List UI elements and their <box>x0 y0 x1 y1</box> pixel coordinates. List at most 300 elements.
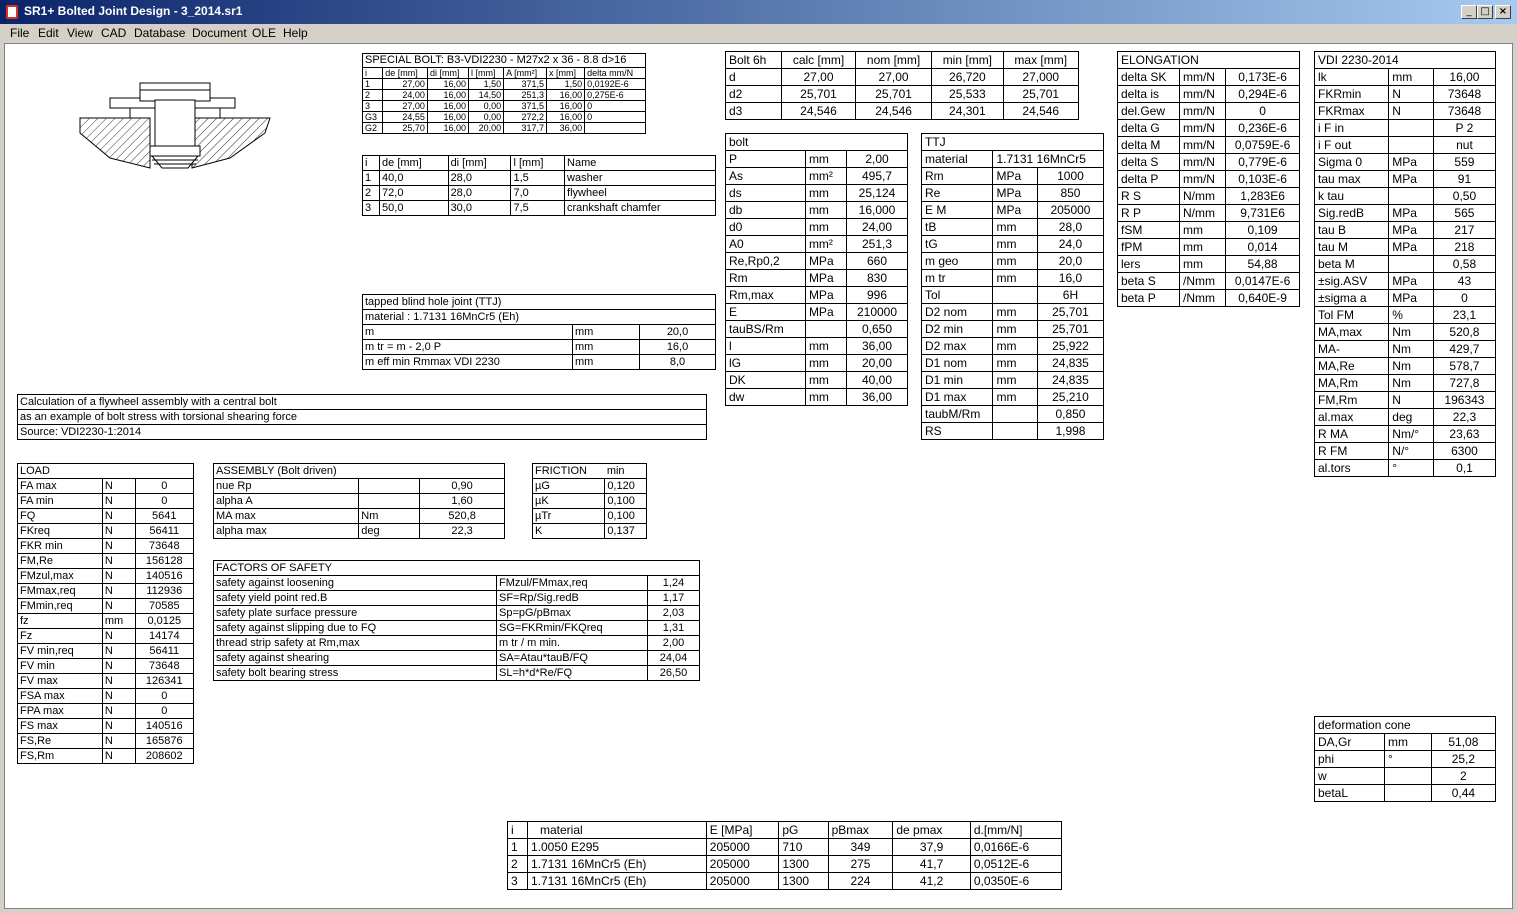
menu-help[interactable]: Help <box>283 26 308 40</box>
cell: 16,00 <box>427 79 468 90</box>
table-row <box>922 202 1104 219</box>
cell: mm <box>993 355 1037 372</box>
friction-sub: min <box>605 464 647 479</box>
cell: MPa <box>1389 222 1434 239</box>
cell: 0,137 <box>605 524 647 539</box>
cell: 205000 <box>706 873 779 890</box>
cell: mm <box>573 325 640 340</box>
col-header: pBmax <box>828 822 893 839</box>
cell: 1,50 <box>547 79 585 90</box>
col-header: d.[mm/N] <box>970 822 1061 839</box>
cell: FMzul/FMmax,req <box>497 576 648 591</box>
cell: MPa <box>1389 239 1434 256</box>
cell: 0,109 <box>1226 222 1300 239</box>
cell: safety against shearing <box>214 651 497 666</box>
description-line: Source: VDI2230-1:2014 <box>18 425 707 440</box>
table-row <box>18 554 194 569</box>
cell: D1 nom <box>922 355 993 372</box>
cell: 275 <box>828 856 893 873</box>
table-row <box>363 201 716 216</box>
cell: FPA max <box>18 704 103 719</box>
col-header: de [mm] <box>383 68 428 79</box>
cell: tB <box>922 219 993 236</box>
cell: 25,701 <box>782 86 856 103</box>
cell: 73648 <box>135 659 193 674</box>
table-row <box>922 389 1104 406</box>
menu-document[interactable]: Document <box>192 26 247 40</box>
description-line: as an example of bolt stress with torsional shearing force <box>18 410 707 425</box>
cell: 72,0 <box>380 186 449 201</box>
cell: fz <box>18 614 103 629</box>
cell <box>1384 785 1431 802</box>
table-title: LOAD <box>18 464 194 479</box>
table-row <box>214 636 700 651</box>
cell: 25,533 <box>932 86 1003 103</box>
cell: 7,0 <box>511 186 565 201</box>
cell: 0,236E-6 <box>1226 120 1300 137</box>
col-header: E [MPa] <box>706 822 779 839</box>
cell: material <box>922 151 993 168</box>
cell: N <box>102 509 135 524</box>
cell: FQ <box>18 509 103 524</box>
cell: 1,31 <box>648 621 700 636</box>
table-row <box>726 270 908 287</box>
cell: mm <box>805 389 846 406</box>
cell: 126341 <box>135 674 193 689</box>
cell: 27,00 <box>383 101 428 112</box>
cell: 850 <box>1037 185 1103 202</box>
cell: Nm <box>359 509 420 524</box>
cell: FSA max <box>18 689 103 704</box>
cell: 272,2 <box>504 112 547 123</box>
cell: 14174 <box>135 629 193 644</box>
cell: DA,Gr <box>1315 734 1385 751</box>
table-row <box>922 338 1104 355</box>
cell: FM,Re <box>18 554 103 569</box>
cell: MA,Rm <box>1315 375 1389 392</box>
cell: 217 <box>1433 222 1495 239</box>
cell: i F in <box>1315 120 1389 137</box>
menu-bar <box>0 24 1517 43</box>
cell: 0,640E-9 <box>1226 290 1300 307</box>
elongation-table <box>1117 51 1300 307</box>
cell: 140516 <box>135 719 193 734</box>
cell: 5641 <box>135 509 193 524</box>
cell: N <box>102 539 135 554</box>
cell: 2 <box>363 186 380 201</box>
cell: MA,max <box>1315 324 1389 341</box>
cell: 1,24 <box>648 576 700 591</box>
cell: 0,58 <box>1433 256 1495 273</box>
cell: fPM <box>1118 239 1180 256</box>
table-row <box>533 479 647 494</box>
friction-title: FRICTION <box>533 464 605 479</box>
cell: MPa <box>1389 171 1434 188</box>
cell: 0,100 <box>605 494 647 509</box>
table-row <box>508 873 1062 890</box>
maximize-button[interactable]: □ <box>1477 5 1493 19</box>
load-table <box>17 463 194 764</box>
cell: dw <box>726 389 806 406</box>
table-row <box>214 651 700 666</box>
cell: 26,720 <box>932 69 1003 86</box>
menu-file[interactable]: File <box>10 26 30 40</box>
cell: 371,5 <box>504 79 547 90</box>
cell <box>993 423 1037 440</box>
cell: 25,701 <box>855 86 931 103</box>
cell: beta P <box>1118 290 1180 307</box>
table-row <box>533 494 647 509</box>
cell: FV min <box>18 659 103 674</box>
cell: 54,88 <box>1226 256 1300 273</box>
table-row <box>1118 86 1300 103</box>
table-row <box>922 219 1104 236</box>
table-row <box>726 103 1079 120</box>
cell: 0,103E-6 <box>1226 171 1300 188</box>
table-row <box>18 569 194 584</box>
cell: 24,04 <box>648 651 700 666</box>
cell: E <box>726 304 806 321</box>
table-row <box>1118 137 1300 154</box>
menu-ole[interactable]: OLE <box>252 26 277 40</box>
cell: 0,100 <box>605 509 647 524</box>
cell: 40,0 <box>380 171 449 186</box>
table-row <box>18 749 194 764</box>
cell: 27,00 <box>782 69 856 86</box>
cell: 24,55 <box>383 112 428 123</box>
cell: beta S <box>1118 273 1180 290</box>
cell: safety yield point red.B <box>214 591 497 606</box>
cell: MPa <box>805 253 846 270</box>
table-row <box>726 321 908 338</box>
cell: 165876 <box>135 734 193 749</box>
col-header: i <box>508 822 528 839</box>
cell: mm <box>805 355 846 372</box>
table-row <box>533 509 647 524</box>
cell: 210000 <box>847 304 908 321</box>
assembly-table <box>213 463 505 539</box>
cell: mm² <box>805 168 846 185</box>
cell: 710 <box>779 839 828 856</box>
cell: ° <box>1389 460 1434 477</box>
table-row <box>1118 273 1300 290</box>
cell: mm² <box>805 236 846 253</box>
cell: /Nmm <box>1179 290 1225 307</box>
cell: 24,835 <box>1037 372 1103 389</box>
cell <box>805 321 846 338</box>
cell: 1,60 <box>420 494 505 509</box>
table-row <box>214 576 700 591</box>
cell: N <box>102 689 135 704</box>
cell: 1,5 <box>511 171 565 186</box>
cell: 349 <box>828 839 893 856</box>
cell: A0 <box>726 236 806 253</box>
description-line: Calculation of a flywheel assembly with a central bolt <box>18 395 707 410</box>
cell: MA max <box>214 509 359 524</box>
cell: N/mm <box>1179 188 1225 205</box>
cell: washer <box>565 171 716 186</box>
table-row <box>1315 785 1496 802</box>
cell: 73648 <box>135 539 193 554</box>
cell: D2 nom <box>922 304 993 321</box>
table-row <box>18 719 194 734</box>
cell: 16,00 <box>427 123 468 134</box>
cell: N <box>102 719 135 734</box>
cell: deg <box>1389 409 1434 426</box>
cell: mm <box>1389 69 1434 86</box>
col-header: l [mm] <box>511 156 565 171</box>
col-header: max [mm] <box>1003 52 1079 69</box>
cell: N <box>1389 103 1434 120</box>
cell: mm <box>993 389 1037 406</box>
cell: MPa <box>993 168 1037 185</box>
cell: As <box>726 168 806 185</box>
cell: 24,546 <box>1003 103 1079 120</box>
cell: lers <box>1118 256 1180 273</box>
table-row <box>1315 239 1496 256</box>
cell: FM,Rm <box>1315 392 1389 409</box>
cell: 25,210 <box>1037 389 1103 406</box>
cell: del.Gew <box>1118 103 1180 120</box>
table-row <box>726 202 908 219</box>
cell: 0,0147E-6 <box>1226 273 1300 290</box>
menu-edit[interactable]: Edit <box>38 26 59 40</box>
cell: mm <box>993 270 1037 287</box>
cell: MPa <box>993 202 1037 219</box>
cell: Fz <box>18 629 103 644</box>
special-bolt-table <box>362 53 646 134</box>
cell: Nm <box>1389 341 1434 358</box>
cell: R S <box>1118 188 1180 205</box>
cell: tau M <box>1315 239 1389 256</box>
cell: 156128 <box>135 554 193 569</box>
cell: 36,00 <box>847 389 908 406</box>
cell: tauBS/Rm <box>726 321 806 338</box>
cell: R FM <box>1315 443 1389 460</box>
table-row <box>214 621 700 636</box>
table-row <box>922 236 1104 253</box>
cell <box>585 123 646 134</box>
cell: Nm <box>1389 324 1434 341</box>
cell: FKR min <box>18 539 103 554</box>
cell: mm <box>573 340 640 355</box>
table-row <box>726 151 908 168</box>
cell: 16,00 <box>1433 69 1495 86</box>
table-row <box>1315 103 1496 120</box>
table-row <box>1315 273 1496 290</box>
table-row <box>363 340 716 355</box>
cell: lG <box>726 355 806 372</box>
cell: 70585 <box>135 599 193 614</box>
cell: 0 <box>1433 290 1495 307</box>
cell: 1 <box>508 839 528 856</box>
cell: FMmax,req <box>18 584 103 599</box>
menu-database[interactable]: Database <box>134 26 186 40</box>
cell: 20,00 <box>847 355 908 372</box>
cell <box>1389 188 1434 205</box>
cell: mm <box>993 372 1037 389</box>
table-title: ASSEMBLY (Bolt driven) <box>214 464 505 479</box>
cell: 7,5 <box>511 201 565 216</box>
cell: 0,44 <box>1431 785 1495 802</box>
cell: 36,00 <box>847 338 908 355</box>
cell: 1,283E6 <box>1226 188 1300 205</box>
cell: 0,0512E-6 <box>970 856 1061 873</box>
cell: safety plate surface pressure <box>214 606 497 621</box>
cell: 727,8 <box>1433 375 1495 392</box>
cell: 0 <box>585 112 646 123</box>
minimize-button[interactable]: _ <box>1461 5 1477 19</box>
cell: 36,00 <box>547 123 585 134</box>
cell: N <box>102 524 135 539</box>
cell: 16,0 <box>1037 270 1103 287</box>
col-header: de pmax <box>893 822 970 839</box>
cell: 43 <box>1433 273 1495 290</box>
table-row <box>1315 734 1496 751</box>
menu-cad[interactable]: CAD <box>101 26 127 40</box>
table-row <box>1315 307 1496 324</box>
cell: 0 <box>585 101 646 112</box>
cell: 24,00 <box>847 219 908 236</box>
cell: N/mm <box>1179 205 1225 222</box>
table-row <box>1315 751 1496 768</box>
table-row <box>508 839 1062 856</box>
cell: 0,0350E-6 <box>970 873 1061 890</box>
cell: 28,0 <box>1037 219 1103 236</box>
cell: N <box>102 599 135 614</box>
cell: 0,275E-6 <box>585 90 646 101</box>
table-row <box>1315 392 1496 409</box>
cell: 0,90 <box>420 479 505 494</box>
cell: taubM/Rm <box>922 406 993 423</box>
cell: lk <box>1315 69 1389 86</box>
table-row <box>1118 205 1300 222</box>
table-row <box>726 338 908 355</box>
table-row <box>18 614 194 629</box>
cell: MPa <box>993 185 1037 202</box>
cell: 6H <box>1037 287 1103 304</box>
cell: mm <box>993 236 1037 253</box>
close-button[interactable]: × <box>1495 5 1511 19</box>
cell: 1,50 <box>469 79 504 90</box>
cell: 0,00 <box>469 112 504 123</box>
col-header: min [mm] <box>932 52 1003 69</box>
cell: 73648 <box>1433 103 1495 120</box>
cell: 28,0 <box>448 186 511 201</box>
table-row <box>726 287 908 304</box>
window-title: SR1+ Bolted Joint Design - 3_2014.sr1 <box>24 4 243 18</box>
cell: w <box>1315 768 1385 785</box>
col-header: Bolt 6h <box>726 52 782 69</box>
cell: delta SK <box>1118 69 1180 86</box>
cell: N <box>102 629 135 644</box>
cell: 205000 <box>1037 202 1103 219</box>
cell: FMzul,max <box>18 569 103 584</box>
table-row <box>1118 188 1300 205</box>
cell: R MA <box>1315 426 1389 443</box>
cell: db <box>726 202 806 219</box>
cell: SG=FKRmin/FKQreq <box>497 621 648 636</box>
col-header: pG <box>779 822 828 839</box>
cell: 41,7 <box>893 856 970 873</box>
table-row <box>1315 205 1496 222</box>
table-row <box>1118 103 1300 120</box>
cell: 1.7131 16MnCr5 (Eh) <box>527 873 706 890</box>
cell: 140516 <box>135 569 193 584</box>
table-row <box>922 423 1104 440</box>
cell: mm <box>993 338 1037 355</box>
cell: d0 <box>726 219 806 236</box>
cell: mm/N <box>1179 171 1225 188</box>
cell: delta S <box>1118 154 1180 171</box>
table-row <box>214 479 505 494</box>
cell: 51,08 <box>1431 734 1495 751</box>
cell: Nm <box>1389 358 1434 375</box>
cell: MPa <box>1389 154 1434 171</box>
cell: 565 <box>1433 205 1495 222</box>
cell: 495,7 <box>847 168 908 185</box>
cell: N <box>1389 86 1434 103</box>
cell: 1 <box>363 79 383 90</box>
table-row <box>363 101 646 112</box>
cell: Re <box>922 185 993 202</box>
cell: 3 <box>363 101 383 112</box>
menu-view[interactable]: View <box>67 26 93 40</box>
cell: 0,1 <box>1433 460 1495 477</box>
cell: FS max <box>18 719 103 734</box>
cell: al.max <box>1315 409 1389 426</box>
cell: P <box>726 151 806 168</box>
cell: 16,00 <box>427 90 468 101</box>
cell: MPa <box>805 304 846 321</box>
cell: 25,701 <box>1003 86 1079 103</box>
safety-factors-table <box>213 560 700 681</box>
table-row <box>1118 222 1300 239</box>
cell: mm <box>805 219 846 236</box>
cell: 16,00 <box>547 101 585 112</box>
cell: SF=Rp/Sig.redB <box>497 591 648 606</box>
cell: 520,8 <box>420 509 505 524</box>
cell: 25,922 <box>1037 338 1103 355</box>
table-row <box>18 674 194 689</box>
cell: R P <box>1118 205 1180 222</box>
col-header: di [mm] <box>427 68 468 79</box>
cell <box>1389 120 1434 137</box>
cell: 1,998 <box>1037 423 1103 440</box>
col-header: l [mm] <box>469 68 504 79</box>
col-header: delta mm/N <box>585 68 646 79</box>
cell: 20,0 <box>1037 253 1103 270</box>
cell: 0,850 <box>1037 406 1103 423</box>
table-row <box>1315 324 1496 341</box>
cell: 1.7131 16MnCr5 (Eh) <box>527 856 706 873</box>
cell: 41,2 <box>893 873 970 890</box>
cell: 0 <box>1226 103 1300 120</box>
cell: 0 <box>135 479 193 494</box>
cell: 22,3 <box>420 524 505 539</box>
cell: FV min,req <box>18 644 103 659</box>
cell: µG <box>533 479 605 494</box>
cell: 0 <box>135 689 193 704</box>
cell: MA,Re <box>1315 358 1389 375</box>
cell: 0,50 <box>1433 188 1495 205</box>
cell: Rm,max <box>726 287 806 304</box>
cell: FA min <box>18 494 103 509</box>
cell: mm <box>993 304 1037 321</box>
cell: /Nmm <box>1179 273 1225 290</box>
cell: fSM <box>1118 222 1180 239</box>
cell: N <box>102 644 135 659</box>
